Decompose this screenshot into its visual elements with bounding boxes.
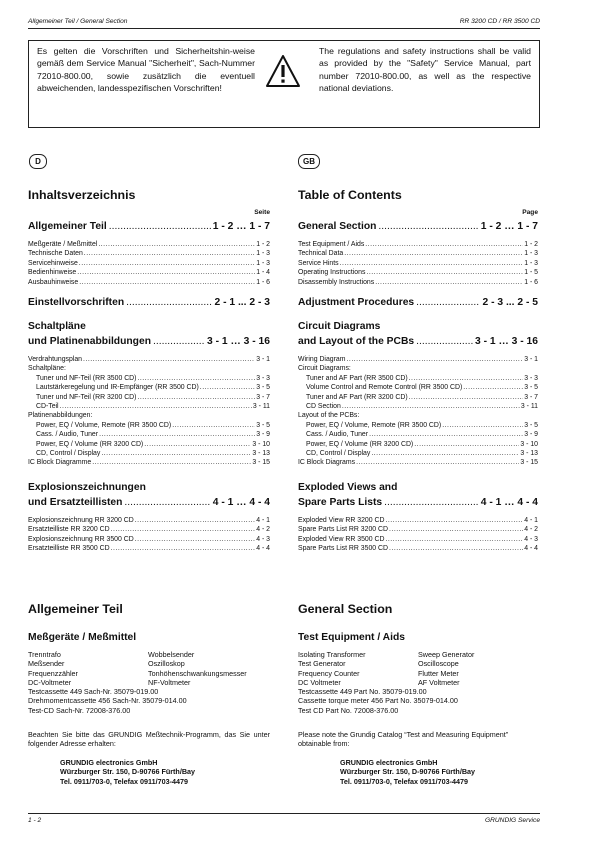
toc-leader-dots [83,355,255,364]
text-line: Testcassette 449 Part No. 35079-019.00 [298,687,427,696]
toc-entry-page: 3 - 9 [524,431,538,439]
toc-entry-page: 3 - 1 [524,356,538,363]
text-line: GRUNDIG electronics GmbH [340,758,438,767]
toc-entry [298,430,538,439]
toc-heading-adjust-de: Einstellvorschriften ..... 2 - 1 ... 2 - 3 [28,297,270,308]
equipment-title-de: Meßgeräte / Meßmittel [28,632,137,643]
toc-leader-dots [111,525,256,534]
toc-entry [298,364,538,373]
toc-entry [28,525,270,534]
toc-leader-dots [442,421,523,430]
toc-entry-page: 4 - 4 [524,545,538,553]
toc-entry-page: 3 - 10 [252,440,270,448]
toc-entry-label: CD Section [306,402,341,410]
toc-list-exploded-gb [298,516,538,554]
toc-entry [298,535,538,544]
equipment-item: Tonhöhenschwankungsmesser [148,668,247,678]
equipment-item: Trenntrafo [28,650,61,659]
toc-entry-label: Exploded View RR 3200 CD [298,517,385,524]
toc-entry [28,516,270,525]
toc-entry [28,421,270,430]
toc-leader-dots [137,374,255,383]
toc-entry [298,393,538,402]
toc-entry-label: Explosionszeichnung RR 3500 CD [28,535,134,543]
toc-title-de: Inhaltsverzeichnis [28,188,136,202]
equipment-row [28,669,270,678]
equipment-item: Sweep Generator [418,650,475,659]
toc-list-general-gb [298,240,538,287]
equipment-row [298,669,538,678]
toc-entry [298,449,538,458]
text-line: Würzburger Str. 150, D-90766 Fürth/Bay [340,767,476,777]
language-badge-gb: GB [298,154,320,169]
toc-entry [28,449,270,458]
safety-notice-box [28,40,540,128]
toc-entry-label: IC Block Diagramme [28,459,92,467]
equipment-table-gb [298,650,538,687]
toc-entry-page: 3 - 10 [520,440,538,448]
equipment-item: Oscilloscope [418,659,459,669]
toc-entry [298,402,538,411]
toc-entry-page: 1 - 4 [256,269,270,277]
toc-entry-label: Cass. / Audio, Tuner [306,431,369,439]
toc-entry [298,411,538,420]
toc-entry [298,440,538,449]
toc-list-circuit-gb [298,355,538,468]
equipment-item: Frequenzzähler [28,668,78,678]
text-line: Tel. 0911/703-0, Telefax 0911/703-4479 [340,776,469,786]
text-line: GRUNDIG electronics GmbH [60,758,158,767]
toc-entry [28,240,270,249]
toc-entry-label: CD, Control / Display [36,449,101,457]
toc-entry-label: Platinenabbildungen: [28,412,93,420]
toc-entry-label: Service Hints [298,259,339,267]
toc-leader-dots [144,440,251,449]
equipment-item: AF Voltmeter [418,677,460,687]
toc-entry-page: 3 - 9 [256,431,270,439]
toc-entry-page: 3 - 5 [256,384,270,392]
toc-entry-label: Tuner and AF Part (RR 3200 CD) [306,393,408,401]
toc-leader-dots [409,374,524,383]
equipment-row [298,650,538,659]
toc-leader-dots [135,535,255,544]
toc-heading-exploded-line1-gb: Exploded Views and [298,482,398,493]
toc-entry-page: 1 - 6 [524,278,538,286]
toc-entry-page: 3 - 5 [524,384,538,392]
toc-heading-exploded-line1-de: Explosionszeichnungen [28,482,146,493]
toc-entry-label: Power, EQ / Volume (RR 3200 CD) [36,440,144,448]
toc-entry-page: 1 - 3 [524,250,538,258]
toc-entry-label: Tuner und NF-Teil (RR 3500 CD) [36,374,137,382]
text-line: Drehmomentcassette 456 Sach-Nr. 35079-014.00 [28,696,187,706]
language-badge-de: D [29,154,47,169]
toc-heading-circuit-line1-gb: Circuit Diagrams [298,321,381,332]
toc-entry [28,440,270,449]
toc-leader-dots [389,525,523,534]
toc-leader-dots [356,458,519,467]
toc-leader-dots [389,544,523,553]
text-line: Würzburger Str. 150, D-90766 Fürth/Bay [60,767,196,777]
toc-entry-page: 1 - 2 [524,241,538,248]
safety-notice-de: Es gelten die Vorschriften und Sicherheitshin-weise gemäß dem Service Manual "Sicherheit", Sach-Nummer 72010-800.00, sowie zusätzlich die eventuell abweichenden, landesspezifischen Vorschriften! [37,46,255,93]
toc-entry-page: 4 - 1 [256,517,270,524]
toc-entry [28,355,270,364]
toc-heading-adjust-gb: Adjustment Procedures ..... 2 - 3 ... 2 - 5 [298,297,538,308]
toc-entry [28,535,270,544]
toc-entry [28,430,270,439]
toc-entry [28,411,270,420]
equipment-row [298,659,538,668]
toc-leader-dots [135,516,255,525]
toc-leader-dots [92,458,251,467]
toc-entry [298,355,538,364]
equipment-title-gb: Test Equipment / Aids [298,632,405,643]
running-header-right: RR 3200 CD / RR 3500 CD [459,18,540,25]
toc-heading-circuit-de: und Platinenabbildungen ..... 3 - 1 … 3 - 16 [28,336,270,347]
toc-entry-page: 3 - 11 [252,402,270,410]
toc-entry [298,383,538,392]
toc-entry [298,240,538,249]
toc-entry-page: 4 - 3 [524,535,538,543]
toc-title-gb: Table of Contents [298,188,402,202]
toc-entry-page: 3 - 3 [524,374,538,382]
toc-entry-label: Cass. / Audio, Tuner [36,431,99,439]
address-de [60,758,270,786]
toc-heading-general-gb: General Section ..... 1 - 2 … 1 - 7 [298,221,538,232]
equipment-item: Meßsender [28,659,65,669]
address-gb [340,758,538,786]
toc-entry-label: Power, EQ / Volume (RR 3200 CD) [306,440,414,448]
toc-leader-dots [385,516,523,525]
toc-entry [28,278,270,287]
toc-heading-circuit-line1-de: Schaltpläne [28,321,86,332]
toc-entry-label: Spare Parts List RR 3500 CD [298,545,388,553]
toc-entry-page: 4 - 2 [524,526,538,534]
footer-brand: GRUNDIG Service [485,817,540,824]
text-line: Test CD Part No. 72008-376.00 [298,705,399,715]
toc-entry-page: 3 - 13 [252,449,270,457]
equipment-item: NF-Voltmeter [148,677,191,687]
toc-entry-page: 3 - 5 [256,421,270,429]
toc-leader-dots [375,278,523,287]
toc-entry-label: Schaltpläne: [28,365,66,373]
toc-entry-page: 4 - 2 [256,526,270,534]
equipment-item: Wobbelsender [148,650,195,659]
toc-leader-dots [371,449,519,458]
equipment-item: Frequency Counter [298,668,360,678]
text-line: Testcassette 449 Sach-Nr. 35079-019.00 [28,687,159,696]
toc-leader-dots [111,544,256,553]
toc-list-circuit-de [28,355,270,468]
equipment-row [28,659,270,668]
toc-leader-dots [77,268,255,277]
toc-entry-label: IC Block Diagrams [298,459,356,467]
toc-entry [298,268,538,277]
equipment-item: DC-Voltmeter [28,677,72,687]
toc-entry [28,268,270,277]
running-header-left: Allgemeiner Teil / General Section [28,18,128,25]
toc-leader-dots [98,240,255,249]
safety-notice-en: The regulations and safety instructions shall be valid as provided by the "Safety" Service Manual, part number 72010-800.00, as well as the respective national deviations. [319,46,531,93]
toc-entry [298,259,538,268]
toc-entry-label: Wiring Diagram [298,356,346,363]
equipment-item: Oszilloskop [148,659,185,669]
toc-entry-label: Operating Instructions [298,269,366,277]
toc-entry-label: Technical Data [298,250,344,258]
toc-entry-label: Meßgeräte / Meßmittel [28,241,98,248]
toc-entry [28,458,270,467]
toc-entry-label: CD, Control / Display [306,449,371,457]
toc-leader-dots [463,383,523,392]
toc-leader-dots [366,268,523,277]
toc-entry-page: 4 - 3 [256,535,270,543]
equipment-row [28,678,270,687]
toc-leader-dots [414,440,519,449]
equipment-item: Test Generator [298,659,346,669]
equipment-item: Isolating Transformer [298,650,366,659]
toc-entry-label: Power, EQ / Volume, Remote (RR 3500 CD) [306,421,442,429]
toc-leader-dots [340,259,524,268]
toc-entry-page: 3 - 5 [524,421,538,429]
toc-entry-label: Disassembly Instructions [298,278,375,286]
page-column-label-de: Seite [254,209,270,216]
toc-heading-general-de: Allgemeiner Teil ..... 1 - 2 … 1 - 7 [28,221,270,232]
toc-entry [28,544,270,553]
toc-entry [298,374,538,383]
toc-leader-dots [79,278,255,287]
toc-leader-dots [79,259,255,268]
text-line: Cassette torque meter 456 Part No. 35079-014.00 [298,696,458,706]
toc-entry-page: 3 - 7 [256,393,270,401]
toc-entry-label: Tuner und NF-Teil (RR 3200 CD) [36,393,137,401]
toc-leader-dots [84,249,255,258]
toc-entry [28,259,270,268]
page-column-label-gb: Page [522,209,538,216]
toc-entry-page: 1 - 2 [256,241,270,248]
toc-entry-label: CD-Teil [36,402,59,410]
toc-entry-label: Volume Control and Remote Control (RR 3500 CD) [306,384,463,392]
toc-entry-page: 3 - 1 [256,356,270,363]
toc-leader-dots [369,430,523,439]
equipment-item: Flutter Meter [418,668,459,678]
toc-entry-label: Circuit Diagrams: [298,365,351,373]
toc-leader-dots [99,430,255,439]
warning-triangle-icon [265,54,301,88]
toc-heading-circuit-gb: and Layout of the PCBs ..... 3 - 1 … 3 - 16 [298,336,538,347]
toc-entry-page: 3 - 15 [520,459,538,467]
note-de: Beachten Sie bitte das GRUNDIG Meßtechnik-Programm, das Sie unter folgender Adresse erhalten: [28,730,270,749]
toc-leader-dots [60,402,252,411]
toc-entry-page: 1 - 3 [524,259,538,267]
toc-entry [298,525,538,534]
toc-entry-label: Servicehinweise [28,259,78,267]
toc-entry-label: Lautstärkeregelung und IR-Empfänger (RR 3500 CD) [36,384,199,392]
toc-leader-dots [346,355,523,364]
toc-entry-page: 3 - 3 [256,374,270,382]
toc-entry-label: Bedienhinweise [28,269,77,277]
toc-entry [28,393,270,402]
toc-entry-label: Ersatzteilliste RR 3200 CD [28,526,110,534]
toc-entry-page: 3 - 11 [520,402,538,410]
toc-entry-label: Spare Parts List RR 3200 CD [298,526,388,534]
toc-entry-page: 3 - 13 [520,449,538,457]
toc-leader-dots [342,402,520,411]
equipment-row [298,678,538,687]
toc-heading-exploded-gb: Spare Parts Lists ..... 4 - 1 … 4 - 4 [298,497,538,508]
toc-entry [298,458,538,467]
equipment-lines-gb [298,687,538,715]
toc-entry-label: Exploded View RR 3500 CD [298,535,385,543]
section-title-gb: General Section [298,602,393,616]
toc-entry-label: Test Equipment / Aids [298,241,365,248]
toc-entry [298,278,538,287]
toc-heading-exploded-de: und Ersatzteillisten ..... 4 - 1 … 4 - 4 [28,497,270,508]
toc-entry-label: Verdrahtungsplan [28,356,83,363]
toc-entry-label: Power, EQ / Volume, Remote (RR 3500 CD) [36,421,172,429]
toc-entry [28,383,270,392]
toc-entry [298,544,538,553]
toc-leader-dots [200,383,255,392]
toc-entry [28,364,270,373]
toc-entry [28,402,270,411]
toc-list-general-de [28,240,270,287]
toc-entry-label: Technische Daten [28,250,83,258]
toc-entry-page: 1 - 6 [256,278,270,286]
toc-entry [28,249,270,258]
toc-entry [298,249,538,258]
toc-list-exploded-de [28,516,270,554]
equipment-row [28,650,270,659]
toc-entry-label: Explosionszeichnung RR 3200 CD [28,517,134,524]
toc-entry-label: Tuner and AF Part (RR 3500 CD) [306,374,408,382]
equipment-table-de [28,650,270,687]
toc-entry-page: 3 - 15 [252,459,270,467]
toc-entry-label: Ersatzteilliste RR 3500 CD [28,545,110,553]
toc-entry-label: Layout of the PCBs: [298,412,360,420]
toc-entry-page: 4 - 1 [524,517,538,524]
toc-leader-dots [101,449,251,458]
equipment-lines-de [28,687,270,715]
toc-entry-page: 3 - 7 [524,393,538,401]
toc-entry-page: 1 - 3 [256,259,270,267]
toc-entry [298,516,538,525]
section-title-de: Allgemeiner Teil [28,602,123,616]
toc-entry [28,374,270,383]
toc-leader-dots [137,393,255,402]
toc-entry [298,421,538,430]
toc-leader-dots [344,249,523,258]
note-gb: Please note the Grundig Catalog “Test and Measuring Equipment” obtainable from: [298,730,509,749]
footer-rule [28,813,540,814]
toc-leader-dots [409,393,524,402]
footer-page-number: 1 - 2 [28,817,42,824]
toc-entry-label: Ausbauhinweise [28,278,79,286]
toc-entry-page: 4 - 4 [256,545,270,553]
text-line: Test-CD Sach-Nr. 72008-376.00 [28,705,131,715]
toc-entry-page: 1 - 3 [256,250,270,258]
toc-leader-dots [385,535,523,544]
header-rule [28,28,540,29]
toc-entry-page: 1 - 5 [524,269,538,277]
toc-leader-dots [172,421,255,430]
equipment-item: DC Voltmeter [298,677,341,687]
text-line: Tel. 0911/703-0, Telefax 0911/703-4479 [60,776,189,786]
toc-leader-dots [365,240,523,249]
